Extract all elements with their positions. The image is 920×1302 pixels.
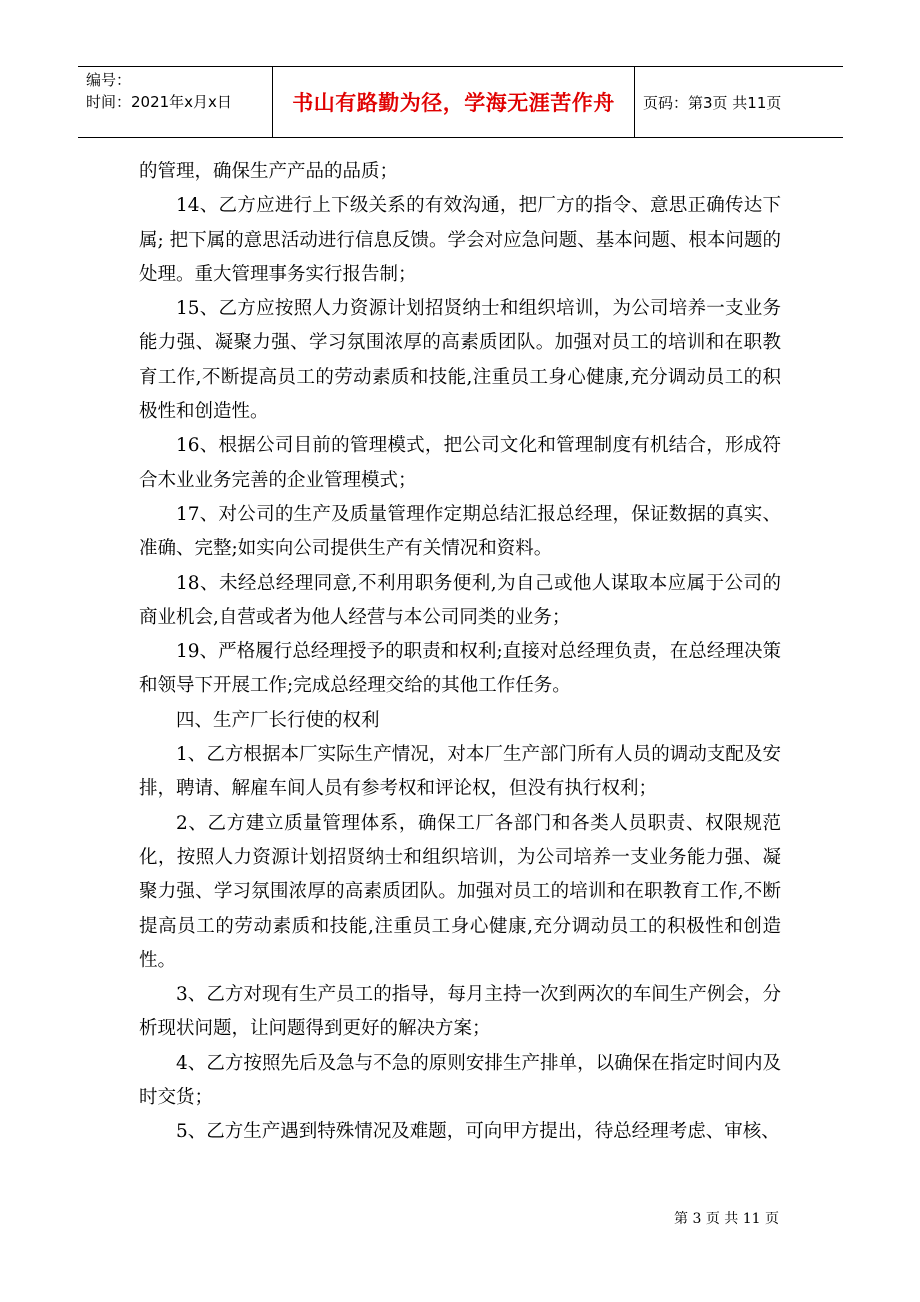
paragraph: 17、对公司的生产及质量管理作定期总结汇报总经理，保证数据的真实、准确、完整;如实向公司提供生产有关情况和资料。 (139, 503, 781, 560)
paragraph: 的管理，确保生产产品的品质； (139, 161, 399, 182)
header-page-label: 页码：第3页 共11页 (643, 93, 782, 112)
page-footer-number: 第 3 页 共 11 页 (674, 1211, 779, 1227)
document-body (139, 155, 781, 1150)
paragraph: 2、乙方建立质量管理体系，确保工厂各部门和各类人员职责、权限规范化，按照人力资源计划招贤纳士和组织培训，为公司培养一支业务能力强、凝聚力强、学习氛围浓厚的高素质团队。加强对员工的培训和在职教育工作,不断提高员工的劳动素质和技能,注重员工身心健康,充分调动员工的积极性和创造性。 (139, 812, 781, 971)
paragraph: 18、未经总经理同意,不利用职务便利,为自己或他人谋取本应属于公司的商业机会,自营或者为他人经营与本公司同类的业务； (139, 572, 781, 628)
page-header (78, 66, 843, 138)
date-label: 时间：2021年x月x日 (86, 93, 232, 111)
paragraph: 14、乙方应进行上下级关系的有效沟通，把厂方的指令、意思正确传达下属; 把下属的意思活动进行信息反馈。学会对应急问题、基本问题、根本问题的处理。重大管理事务实行报告制； (139, 195, 781, 285)
section-heading: 四、生产厂长行使的权利 (176, 709, 380, 731)
paragraph: 1、乙方根据本厂实际生产情况，对本厂生产部门所有人员的调动支配及安排，聘请、解雇车间人员有参考权和评论权，但没有执行权利； (139, 744, 781, 800)
paragraph: 16、根据公司目前的管理模式，把公司文化和管理制度有机结合，形成符合木业业务完善的企业管理模式； (139, 435, 781, 491)
paragraph: 4、乙方按照先后及急与不急的原则安排生产排单，以确保在指定时间内及时交货； (139, 1052, 781, 1109)
paragraph: 5、乙方生产遇到特殊情况及难题，可向甲方提出，待总经理考虑、审核、 (176, 1121, 780, 1143)
header-meta (78, 67, 273, 137)
header-motto: 书山有路勤为径，学海无涯苦作舟 (273, 67, 635, 137)
serial-number-label: 编号： (86, 71, 132, 89)
paragraph: 15、乙方应按照人力资源计划招贤纳士和组织培训，为公司培养一支业务能力强、凝聚力强、学习氛围浓厚的高素质团队。加强对员工的培训和在职教育工作,不断提高员工的劳动素质和技能,注重员工身心健康,充分调动员工的积极性和创造性。 (139, 298, 781, 423)
paragraph: 19、严格履行总经理授予的职责和权利;直接对总经理负责，在总经理决策和领导下开展工作;完成总经理交给的其他工作任务。 (139, 641, 781, 697)
paragraph: 3、乙方对现有生产员工的指导，每月主持一次到两次的车间生产例会，分析现状问题，让问题得到更好的解决方案； (139, 984, 781, 1040)
